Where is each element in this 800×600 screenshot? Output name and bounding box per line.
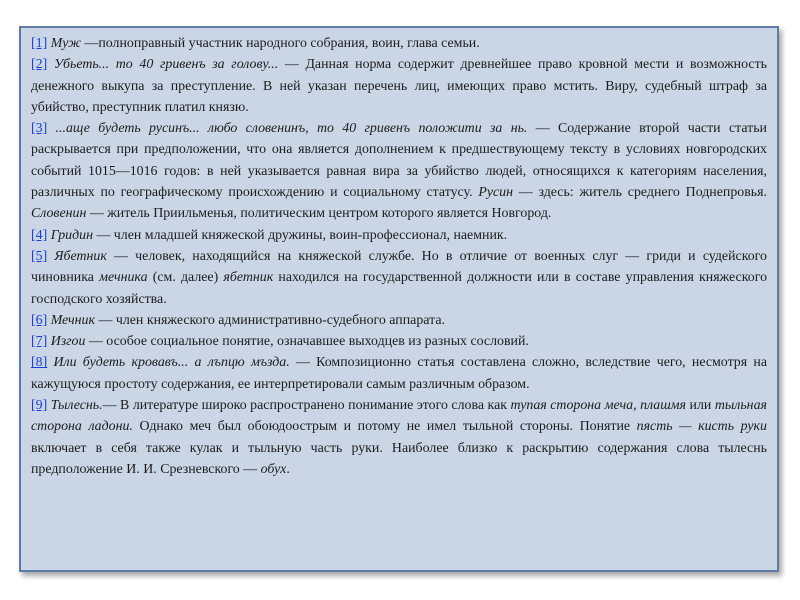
footnote-2 <box>31 54 767 118</box>
term-text: Или будеть кровавъ... а лъпцю мъзда. <box>53 355 290 371</box>
footnotes-panel <box>19 26 779 572</box>
term-text: ...аще будеть русинъ... любо словенинъ, то 40 гривенъ положити за нь. <box>55 121 528 137</box>
footnote-ref-link[interactable]: [2] <box>31 57 48 73</box>
term-text: ябетник <box>223 270 274 286</box>
footnote-4 <box>31 225 767 246</box>
note-text: — здесь: житель среднего Поднепровья. <box>513 185 767 201</box>
note-text: . <box>286 461 290 477</box>
term-text: Муж <box>50 36 81 51</box>
note-text: — член младшей княжеской дружины, воин-профессионал, наемник. <box>92 227 508 243</box>
footnote-9 <box>31 395 767 480</box>
note-text: — Содержание второй части статьи раскрывается при предположении, что она является дополнением к предшествующему тексту в условиях новгородских событий 1015—1016 годов: в ней указывается равная вира за убийство людей, относящихся к категориям населения, различных по географическому происхождению и социальному статусу. <box>31 121 767 201</box>
footnote-3 <box>31 118 767 224</box>
note-text: — житель Приильменья, политическим центром которого является Новгород. <box>86 206 552 222</box>
footnote-ref-link[interactable]: [1] <box>31 36 48 51</box>
note-text: или <box>686 398 715 414</box>
term-text: Изгои <box>50 334 86 350</box>
footnote-8 <box>31 352 767 395</box>
note-text: Однако меч был обоюдоострым и потому не имел тыльной стороны. Понятие <box>132 419 637 435</box>
note-text: включает в себя также кулак и тыльную часть руки. Наиболее близко к раскрытию содержания слова тылеснь предположение И. И. Срезневского — <box>31 440 767 477</box>
footnote-ref-link[interactable]: [8] <box>31 355 48 371</box>
term-text: Гридин <box>50 227 93 243</box>
term-text: Ябетник <box>54 248 107 264</box>
term-text: мечника <box>99 270 148 286</box>
footnote-6 <box>31 310 767 331</box>
footnote-5 <box>31 246 767 310</box>
footnote-ref-link[interactable]: [6] <box>31 312 48 328</box>
term-text: тупая сторона меча, плашмя <box>510 398 686 414</box>
footnote-7 <box>31 331 767 352</box>
footnote-ref-link[interactable]: [4] <box>31 227 48 243</box>
term-text: Словенин <box>31 206 87 222</box>
note-text: — Данная норма содержит древнейшее право кровной мести и возможность денежного выкупа за преступление. В ней указан перечень лиц, имеющих право мстить. Виру, судебный штраф за убийство, преступник платил князю. <box>31 57 767 115</box>
note-text: находился на государственной должности или в составе управления княжеского господского хозяйства. <box>31 270 768 307</box>
term-text: пясть — кисть руки <box>636 419 767 435</box>
term-text: Тылеснь. <box>50 398 103 414</box>
note-text: —полноправный участник народного собрания, воин, глава семьи. <box>81 36 480 51</box>
term-text: тыльная сторона ладони. <box>31 398 767 435</box>
footnote-ref-link[interactable]: [9] <box>31 398 48 414</box>
footnote-ref-link[interactable]: [3] <box>31 121 48 137</box>
term-text: Мечник <box>50 312 96 328</box>
note-text: — особое социальное понятие, означавшее выходцев из разных сословий. <box>85 334 529 350</box>
note-text: — В литературе широко распространено понимание этого слова как <box>102 398 511 414</box>
note-text: (см. далее) <box>147 270 224 286</box>
term-text: обух <box>260 461 287 477</box>
note-text: — Композиционно статья составлена сложно, вследствие чего, несмотря на кажущуюся простоту содержания, ее интерпретировали самым различным образом. <box>31 355 768 392</box>
footnote-1 <box>31 33 767 54</box>
term-text: Убьеть... то 40 гривенъ за голову... <box>53 57 279 73</box>
term-text: Русин <box>478 185 513 201</box>
note-text: — человек, находящийся на княжеской службе. Но в отличие от военных слуг — гриди и судейского чиновника <box>31 248 767 286</box>
note-text: — член княжеского административно-судебного аппарата. <box>95 312 445 328</box>
footnote-ref-link[interactable]: [5] <box>31 248 48 264</box>
footnote-ref-link[interactable]: [7] <box>31 334 48 350</box>
